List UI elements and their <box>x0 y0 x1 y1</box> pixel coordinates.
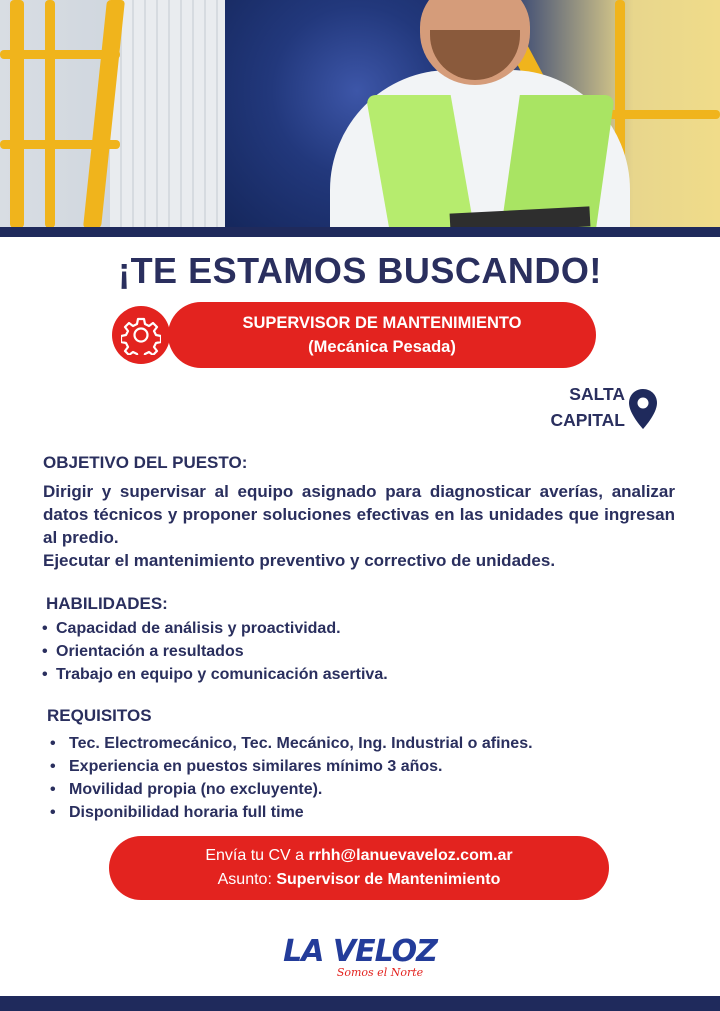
hero-railing <box>600 110 720 119</box>
requirements-list <box>50 732 533 824</box>
hero-photo <box>0 0 720 228</box>
list-item: • Disponibilidad horaria full time <box>50 804 304 821</box>
hero-railing <box>45 0 55 228</box>
apply-banner <box>109 836 609 900</box>
list-item: • Trabajo en equipo y comunicación asertiva. <box>42 666 388 683</box>
hero-railing <box>0 140 120 149</box>
apply-email-line: Envía tu CV a rrhh@lanuevaveloz.com.ar <box>205 847 513 864</box>
position-subtitle: (Mecánica Pesada) <box>308 338 456 356</box>
objective-title: OBJETIVO DEL PUESTO: <box>43 453 248 472</box>
brand-tagline: Somos el Norte <box>336 966 424 979</box>
skills-title: HABILIDADES: <box>46 594 168 613</box>
apply-email[interactable]: rrhh@lanuevaveloz.com.ar <box>308 847 513 864</box>
list-item: • Orientación a resultados <box>42 643 244 660</box>
brand-logo <box>270 935 450 979</box>
gear-icon <box>112 306 170 364</box>
location-line1: SALTA <box>569 384 625 404</box>
objective-paragraph: Dirigir y supervisar al equipo asignado para diagnosticar averías, analizar datos técnicos y proponer soluciones efectivas en las unidades que ingresan al predio. <box>43 482 675 547</box>
list-item: • Experiencia en puestos similares mínimo 3 años. <box>50 758 443 775</box>
top-divider-band <box>0 227 720 237</box>
list-item: • Movilidad propia (no excluyente). <box>50 781 323 798</box>
list-item: • Capacidad de análisis y proactividad. <box>42 620 341 637</box>
headline: ¡TE ESTAMOS BUSCANDO! <box>118 250 602 291</box>
hero-railing <box>10 0 24 228</box>
position-banner <box>168 302 596 368</box>
apply-subject-line: Asunto: Supervisor de Mantenimiento <box>217 871 501 888</box>
requirements-title: REQUISITOS <box>47 706 152 725</box>
hero-wall <box>110 0 230 228</box>
position-title: SUPERVISOR DE MANTENIMIENTO <box>242 314 522 332</box>
bottom-divider-band <box>0 996 720 1011</box>
list-item: • Tec. Electromecánico, Tec. Mecánico, Ing. Industrial o afines. <box>50 735 533 752</box>
objective-paragraph-2: Ejecutar el mantenimiento preventivo y correctivo de unidades. <box>43 551 556 570</box>
apply-subject: Supervisor de Mantenimiento <box>276 871 501 888</box>
hero-railing <box>0 50 120 59</box>
brand-name: LA VELOZ <box>283 934 437 969</box>
skills-list <box>42 617 388 686</box>
location-text <box>520 381 625 433</box>
location-line2: CAPITAL <box>550 410 625 430</box>
location-pin-icon <box>628 388 658 430</box>
